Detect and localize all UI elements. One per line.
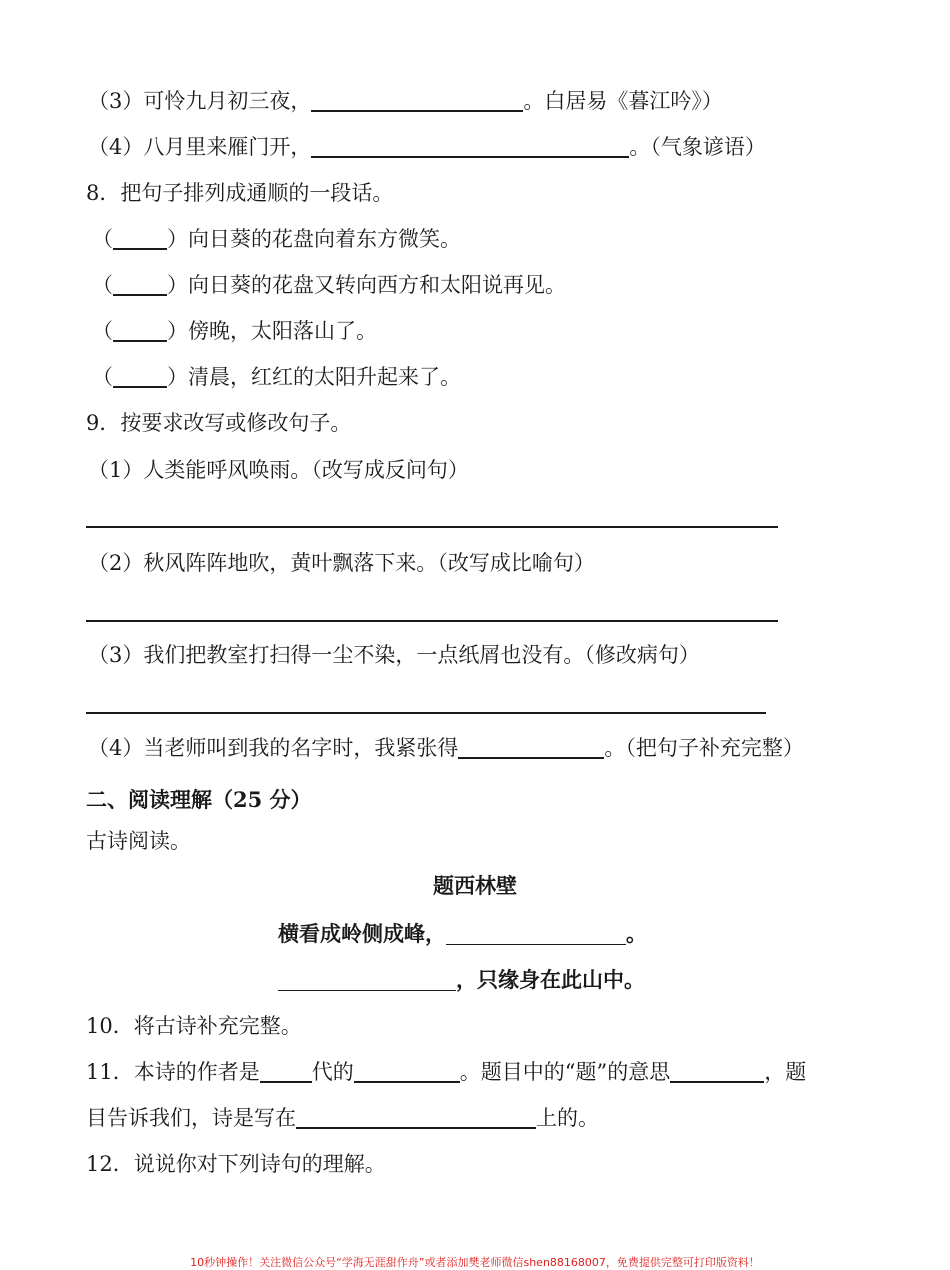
poem-line1-blank[interactable] (446, 922, 626, 945)
q7-item3 (88, 86, 723, 116)
location-blank[interactable] (296, 1105, 536, 1129)
q9-item4-text: （4）当老师叫到我的名字时，我紧张得 (88, 736, 459, 760)
order-blank[interactable] (113, 318, 167, 342)
q9-item4-blank[interactable] (458, 735, 604, 759)
order-blank[interactable] (113, 364, 167, 388)
q8-item-text: ）傍晚，太阳落山了。 (167, 319, 377, 343)
poem-title: 题西林壁 (433, 873, 517, 898)
q7-item4-blank[interactable] (311, 134, 629, 158)
q8-item: （ ）傍晚，太阳落山了。 (92, 319, 377, 343)
poem-line1-start: 横看成岭侧成峰， (278, 921, 446, 946)
q8-item: （ ）清晨，红红的太阳升起来了。 (92, 365, 461, 389)
q8-title: 8．把句子排列成通顺的一段话。 (86, 181, 394, 205)
answer-line[interactable] (86, 620, 778, 622)
q9-item4 (88, 733, 804, 763)
q7-item3-label: （3） (88, 89, 144, 113)
section-intro: 古诗阅读。 (86, 829, 191, 853)
q8-item: （ ）向日葵的花盘向着东方微笑。 (92, 227, 461, 251)
q7-item3-blank[interactable] (311, 88, 523, 112)
q7-item3-end: 。白居易《暮江吟》） (523, 89, 723, 113)
q9-item3: （3）我们把教室打扫得一尘不染，一点纸屑也没有。（修改病句） (88, 643, 700, 667)
q8-item: （ ）向日葵的花盘又转向西方和太阳说再见。 (92, 273, 566, 297)
poem-line1 (278, 919, 647, 949)
q7-item4 (88, 132, 766, 162)
q11-line1: 11．本诗的作者是 代的 。题目中的“题”的意思 ，题 (86, 1060, 807, 1084)
q9-title: 9．按要求改写或修改句子。 (86, 411, 352, 435)
q7-item3-text: 可怜九月初三夜， (143, 89, 312, 113)
author-blank[interactable] (354, 1059, 460, 1083)
order-blank[interactable] (113, 272, 167, 296)
answer-line[interactable] (86, 526, 778, 528)
q8-item-text: ）清晨，红红的太阳升起来了。 (167, 365, 461, 389)
q11-line2: 目告诉我们，诗是写在 上的。 (86, 1106, 599, 1130)
poem-line1-end: 。 (626, 921, 647, 946)
q7-item4-text: 八月里来雁门开， (143, 135, 312, 159)
poem-line2-blank[interactable] (278, 968, 456, 991)
answer-line[interactable] (86, 712, 766, 714)
q9-item4-end: 。（把句子补充完整） (604, 736, 804, 760)
q8-item-text: ）向日葵的花盘又转向西方和太阳说再见。 (167, 273, 566, 297)
q12-text: 12．说说你对下列诗句的理解。 (86, 1152, 386, 1176)
q8-item-text: ）向日葵的花盘向着东方微笑。 (167, 227, 461, 251)
poem-line2 (278, 965, 645, 995)
q7-item4-end: 。（气象谚语） (629, 135, 766, 159)
q9-item2: （2）秋风阵阵地吹，黄叶飘落下来。（改写成比喻句） (88, 551, 595, 575)
meaning-blank[interactable] (670, 1059, 764, 1083)
q9-item1: （1）人类能呼风唤雨。（改写成反问句） (88, 458, 469, 482)
section-heading: 二、阅读理解（25 分） (86, 787, 312, 812)
order-blank[interactable] (113, 226, 167, 250)
dynasty-blank[interactable] (260, 1059, 312, 1083)
footer-notice: 10秒钟操作！关注微信公众号“学海无涯甜作舟”或者添加樊老师微信shen88168007，免费提供完整可打印版资料！ (190, 1256, 760, 1269)
poem-line2-end: ，只缘身在此山中。 (456, 967, 645, 992)
q7-item4-label: （4） (88, 135, 144, 159)
q10-text: 10．将古诗补充完整。 (86, 1014, 302, 1038)
